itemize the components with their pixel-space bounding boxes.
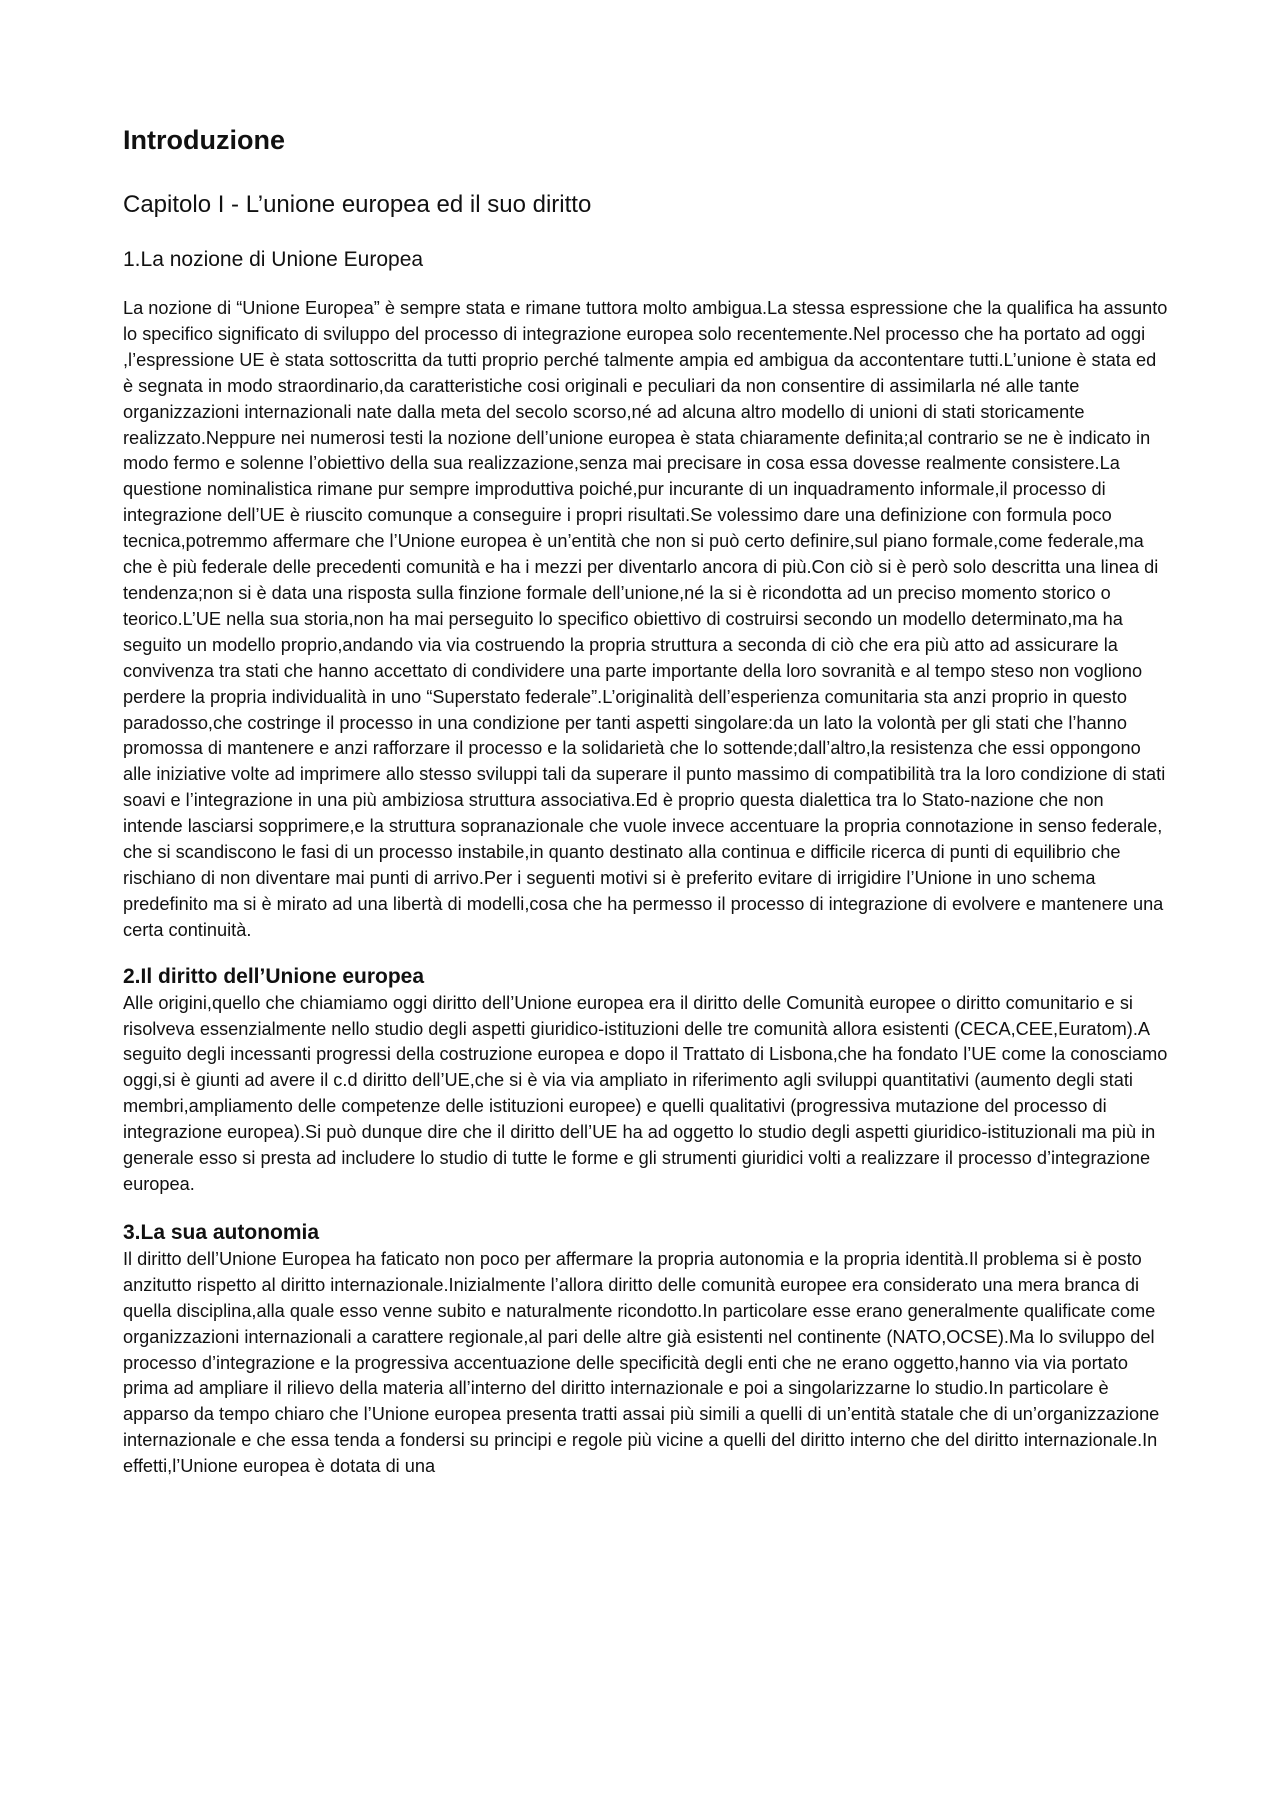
section-1-title: 1.La nozione di Unione Europea [123,248,424,271]
section-1-paragraph: La nozione di “Unione Europea” è sempre stata e rimane tuttora molto ambigua.La stessa espressione che la qualifica ha assunto lo specifico significato di sviluppo del processo di integrazione europea solo recentemente.Nel processo che ha portato ad oggi ,l’espressione UE è stata sottoscritta da tutti proprio perché talmente ampia ed ambigua da accontentare tutti.L’unione è stata ed è segnata in modo straordinario,da caratteristiche cosi originali e peculiari da non consentire di assimilarla né alle tante organizzazioni internazionali nate dalla meta del secolo scorso,né ad alcuna altro modello di unioni di stati storicamente realizzato.Neppure nei numerosi testi la nozione dell’unione europea è stata chiaramente definita;al contrario se ne è indicato in modo fermo e solenne l’obiettivo della sua realizzazione,senza mai precisare in cosa essa dovesse realmente consistere.La questione nominalistica rimane pur sempre improduttiva poiché,pur incurante di un inquadramento informale,il processo di integrazione dell’UE è riuscito comunque a conseguire i propri risultati.Se volessimo dare una definizione con formula poco tecnica,potremmo affermare che l’Unione europea è un’entità che non si può certo definire,sul piano formale,come federale,ma che è più federale delle precedenti comunità e ha i mezzi per diventarlo ancora di più.Con ciò si è però solo descritta una linea di tendenza;non si è data una risposta sulla finzione formale dell’unione,né la si è ricondotta ad un preciso momento storico o teorico.L’UE nella sua storia,non ha mai perseguito lo specifico obiettivo di costruirsi secondo un modello determinato,ma ha seguito un modello proprio,andando via via costruendo la propria struttura a seconda di ciò che era più atto ad assicurare la convivenza tra stati che hanno accettato di condividere una parte importante della loro sovranità e al tempo steso non vogliono perdere la propria individualità in uno “Superstato federale”.L’originalità dell’esperienza comunitaria sta anzi proprio in questo paradosso,che costringe il processo in una condizione per tanti aspetti singolare:da un lato la volontà per gli stati che l’hanno promossa di mantenere e anzi rafforzare il processo e la solidarietà che lo sottende;dall’altro,la resistenza che essi oppongono alle iniziative volte ad imprimere allo stesso sviluppi tali da superare il punto massimo di compatibilità tra la loro condizione di stati soavi e l’integrazione in una più ambiziosa struttura associativa.Ed è proprio questa dialettica tra lo Stato-nazione che non intende lasciarsi sopprimere,e la struttura sopranazionale che vuole invece accentuare la propria connotazione in senso federale, che si scandiscono le fasi di un processo instabile,in quanto destinato alla continua e difficile ricerca di punti di equilibrio che rischiano di non diventare mai punti di arrivo.Per i seguenti motivi si è preferito evitare di irrigidire l’Unione in uno schema predefinito ma si è mirato ad una libertà di modelli,cosa che ha permesso il processo di integrazione di evolvere e mantenere una certa continuità. [123,298,1168,940]
section-3-title: 3.La sua autonomia [123,1220,320,1244]
document-page [123,124,1168,1480]
spacer [123,944,1168,964]
spacer [123,1198,1168,1220]
heading-chapter: Capitolo I - L’unione europea ed il suo diritto [123,191,592,218]
section-2-paragraph: Alle origini,quello che chiamiamo oggi diritto dell’Unione europea era il diritto delle Comunità europee o diritto comunitario e si risolveva essenzialmente nello studio degli aspetti giuridico-istituzioni delle tre comunità allora esistenti (CECA,CEE,Euratom).A seguito degli incessanti progressi della costruzione europea e dopo il Trattato di Lisbona,che ha fondato l’UE come la conosciamo oggi,si è giunti ad avere il c.d diritto dell’UE,che si è via via ampliato in riferimento agli sviluppi quantitativi (aumento degli stati membri,ampliamento delle competenze delle istituzioni europee) e quelli qualitativi (progressiva mutazione del processo di integrazione europea).Si può dunque dire che il diritto dell’UE ha ad oggetto lo studio degli aspetti giuridico-istituzionali ma più in generale esso si presta ad includere lo studio di tutte le forme e gli strumenti giuridici volti a realizzare il processo d’integrazione europea. [123,992,1168,1194]
section-3-paragraph: Il diritto dell’Unione Europea ha faticato non poco per affermare la propria autonomia e la propria identità.Il problema si è posto anzitutto rispetto al diritto internazionale.Inizialmente l’allora diritto delle comunità europee era considerato una mera branca di quella disciplina,alla quale esso venne subito e naturalmente ricondotto.In particolare esse erano generalmente qualificate come organizzazioni internazionali a carattere regionale,al pari delle altre già esistenti nel continente (NATO,OCSE).Ma lo sviluppo del processo d’integrazione e la progressiva accentuazione delle specificità degli enti che ne erano oggetto,hanno via via portato prima ad ampliare il rilievo della materia all’interno del diritto internazionale e poi a singolarizzarne lo studio.In particolare è apparso da tempo chiaro che l’Unione europea presenta tratti assai più simili a quelli di un’entità statale che di un’organizzazione internazionale e che essa tenda a fondersi su principi e regole più vicine a quelli del diritto interno che del diritto internazionale.In effetti,l’Unione europea è dotata di una [123,1248,1160,1477]
section-2-title: 2.Il diritto dell’Unione europea [123,964,425,988]
heading-introduzione: Introduzione [123,125,285,155]
